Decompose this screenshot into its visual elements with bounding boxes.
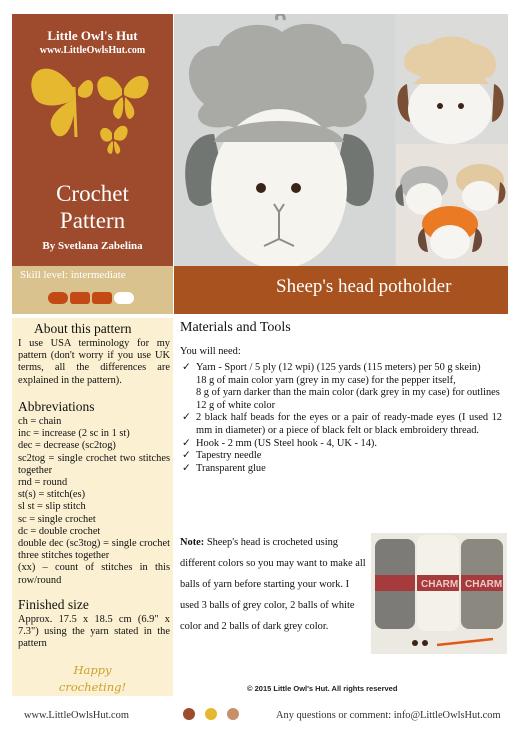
- finished-size-heading: Finished size: [18, 597, 89, 612]
- butterfly-large-icon: [31, 69, 93, 137]
- check-icon: ✓: [182, 462, 191, 474]
- abbreviation-item: dc = double crochet: [18, 525, 101, 537]
- yarn-label-text: CHARM: [421, 579, 459, 590]
- skill-level-label: Skill level: intermediate: [20, 269, 126, 281]
- abbreviation-item: sc = single crochet: [18, 513, 96, 525]
- material-item-beads: [180, 412, 502, 437]
- abbreviation-item: dec = decrease (sc2tog): [18, 440, 116, 452]
- yarn-photo: [371, 533, 507, 654]
- footer-dots: [182, 707, 242, 721]
- note-body: Sheep's head is crocheted using different colors so you may want to make all balls of yarn before starting your work. I used 3 balls of grey color, 2 balls of white color and 2 balls of dark grey color.: [180, 537, 366, 632]
- you-will-need-text: You will need:: [180, 346, 241, 357]
- materials-heading: Materials and Tools: [180, 320, 291, 335]
- sidebar: [12, 318, 173, 696]
- copyright-text: © 2015 Little Owl's Hut. All rights reserved: [247, 684, 398, 693]
- check-icon: ✓: [182, 450, 191, 462]
- abbreviation-item: rnd = round: [18, 477, 68, 489]
- skill-pill-4: [114, 292, 134, 304]
- finished-size-text: Approx. 17.5 x 18.5 cm (6.9" x 7.3") using the yarn stated in the pattern: [18, 614, 170, 650]
- brand-name: Little Owl's Hut: [47, 28, 138, 43]
- materials-list: [180, 362, 502, 475]
- dot-tan: [227, 708, 239, 720]
- yarn-balls-illustration: [371, 533, 507, 654]
- material-yarn-text: Yarn - Sport / 5 ply (12 wpi) (125 yards (115 meters) per 50 g skein): [196, 362, 481, 373]
- skill-pill-2: [70, 292, 90, 304]
- header-panel: [12, 14, 173, 266]
- title-banner: [174, 266, 508, 314]
- butterfly-medium-icon: [97, 76, 148, 119]
- happy-line-2: crocheting!: [58, 680, 127, 694]
- abbreviation-item: inc = increase (2 sc in 1 st): [18, 428, 130, 440]
- footer-website-link[interactable]: www.LittleOwlsHut.com: [24, 710, 129, 721]
- yarn-label-text: CHARM: [465, 579, 503, 590]
- pattern-title-line2: Pattern: [59, 208, 126, 233]
- dot-brown: [183, 708, 195, 720]
- abbreviations-list: [18, 416, 170, 587]
- footer-contact-text: Any questions or comment: info@LittleOwlsHut.com: [276, 710, 501, 721]
- product-photo: [174, 14, 508, 266]
- material-item-glue: [180, 463, 502, 476]
- product-title: Sheep's head potholder: [276, 276, 452, 297]
- happy-line-1: Happy: [73, 663, 112, 677]
- dot-gold: [205, 708, 217, 720]
- sheep-potholder-illustration: [174, 14, 508, 266]
- material-hook-text: Hook - 2 mm (US Steel hook - 4, UK - 14).: [196, 437, 377, 449]
- check-icon: ✓: [182, 412, 191, 424]
- author-credit: By Svetlana Zabelina: [42, 240, 143, 252]
- material-item-hook: [180, 438, 502, 451]
- abbreviations-heading: Abbreviations: [18, 399, 95, 414]
- abbreviation-item: double dec (sc3tog) = single crochet three stitches together: [18, 538, 170, 562]
- skill-level-indicator: [48, 292, 138, 304]
- brand-url: www.LittleOwlsHut.com: [39, 45, 146, 56]
- pattern-title: [12, 180, 173, 234]
- butterflies-logo: [12, 59, 173, 174]
- abbreviation-item: (xx) – count of stitches in this row/round: [18, 562, 170, 586]
- happy-crocheting-text: [12, 662, 173, 696]
- material-item-needle: [180, 450, 502, 463]
- check-icon: ✓: [182, 362, 191, 373]
- butterfly-small-icon: [100, 126, 127, 154]
- skill-pill-1: [48, 292, 68, 304]
- abbreviation-item: st(s) = stitch(es): [18, 489, 86, 501]
- material-glue-text: Transparent glue: [196, 462, 266, 474]
- material-item-yarn: [180, 362, 502, 375]
- note-paragraph: [180, 532, 366, 637]
- abbreviation-item: sc2tog = single crochet two stitches together: [18, 452, 170, 476]
- about-heading: About this pattern: [34, 321, 132, 336]
- check-icon: ✓: [182, 437, 191, 449]
- material-needle-text: Tapestry needle: [196, 450, 262, 462]
- material-beads-text: 2 black half beads for the eyes or a pair of ready-made eyes (I used 12 mm in diameter) or a piece of black felt or black embroidery thread.: [196, 412, 502, 436]
- skill-bar: [12, 266, 173, 314]
- yarn-sub-item: 18 g of main color yarn (grey in my case) for the pepper itself,: [196, 374, 456, 386]
- skill-pill-3: [92, 292, 112, 304]
- orange-sheep-thumbnail: [418, 206, 482, 259]
- note-label: Note:: [180, 537, 205, 548]
- abbreviation-item: ch = chain: [18, 416, 62, 427]
- abbreviation-item: sl st = slip stitch: [18, 501, 86, 513]
- yarn-sub-item: 8 g of yarn darker than the main color (dark grey in my case) for outlines: [196, 387, 500, 399]
- about-text: I use USA terminology for my pattern (don't worry if you use UK terms, all the differences are explained in the pattern).: [18, 338, 170, 386]
- pattern-title-line1: Crochet: [56, 181, 129, 206]
- yarn-sub-item: 12 g of white color: [196, 399, 276, 411]
